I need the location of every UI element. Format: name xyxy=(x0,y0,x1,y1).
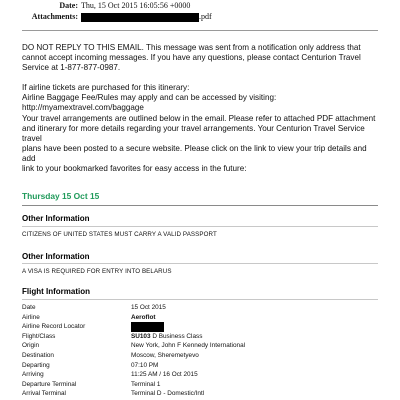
flight-row-departure-terminal xyxy=(22,380,378,390)
flight-value: Terminal D - Domestic/Intl xyxy=(131,390,205,398)
flight-row-date xyxy=(22,303,378,313)
flight-value: 11:25 AM / 16 Oct 2015 xyxy=(131,371,198,379)
date-row xyxy=(0,0,400,11)
attachment-file[interactable] xyxy=(81,11,212,22)
itinerary-line-2: and itinerary for more details regarding your travel arrangements. Your Centurion Travel Service travel xyxy=(22,124,365,143)
flight-row-flight-class xyxy=(22,332,378,342)
flight-row-arriving xyxy=(22,370,378,380)
flight-row-destination xyxy=(22,351,378,361)
email-header xyxy=(0,0,400,30)
date-label: Date: xyxy=(59,1,78,10)
flight-label: Destination xyxy=(22,352,54,359)
flight-label: Departure Terminal xyxy=(22,380,77,388)
header-divider xyxy=(22,30,378,31)
flight-value: Moscow, Sheremetyevo xyxy=(131,352,199,359)
visa-notice: A VISA IS REQUIRED FOR ENTRY INTO BELARUS xyxy=(22,268,172,275)
flight-value: 15 Oct 2015 xyxy=(131,304,166,311)
itinerary-line-1: Your travel arrangements are outlined below in the email. Please refer to attached PDF attachment xyxy=(22,114,376,123)
baggage-line-1: If airline tickets are purchased for this itinerary: xyxy=(22,83,190,92)
attachments-label: Attachments: xyxy=(31,12,78,21)
flight-value: Terminal 1 xyxy=(131,380,161,388)
date-divider xyxy=(22,205,378,206)
date-value: Thu, 15 Oct 2015 16:05:56 +0000 xyxy=(81,1,191,10)
flight-row-record-locator xyxy=(22,322,378,332)
notice-line-1: DO NOT REPLY TO THIS EMAIL. This message was sent from a notification only address that xyxy=(22,43,361,52)
no-reply-notice xyxy=(22,43,382,73)
flight-label: Flight/Class xyxy=(22,332,56,340)
flight-class: D Business Class xyxy=(152,332,203,340)
flight-label: Origin xyxy=(22,342,40,350)
notice-line-2: cannot accept incoming messages. If you have any questions, please contact Centurion Travel xyxy=(22,53,361,62)
flight-label: Departing xyxy=(22,361,50,369)
redacted-record-locator xyxy=(131,322,164,332)
flight-row-airline xyxy=(22,313,378,323)
flight-label: Arrival Terminal xyxy=(22,390,66,398)
flight-row-origin xyxy=(22,341,378,351)
attachments-row xyxy=(0,11,400,22)
section-title-other-info-1: Other Information xyxy=(22,214,90,223)
section-divider-1 xyxy=(22,226,378,227)
flight-value: 07:10 PM xyxy=(131,361,159,369)
flight-label: Arriving xyxy=(22,371,44,379)
flight-value xyxy=(131,332,202,342)
attachment-extension: .pdf xyxy=(199,12,212,21)
flight-row-departing xyxy=(22,361,378,371)
itinerary-line-3: plans have been posted to a secure website. Please click on the link to view your trip details and add xyxy=(22,144,367,163)
trip-date-heading: Thursday 15 Oct 15 xyxy=(22,191,100,201)
passport-notice: CITIZENS OF UNITED STATES MUST CARRY A VALID PASSPORT xyxy=(22,231,217,238)
baggage-line-2: Airline Baggage Fee/Rules may apply and can be accessed by visiting: xyxy=(22,93,277,102)
flight-label: Airline xyxy=(22,313,40,321)
section-divider-2 xyxy=(22,263,378,264)
redacted-attachment-name xyxy=(81,13,199,22)
baggage-link[interactable]: http://myamextravel.com/baggage xyxy=(22,103,144,112)
notice-line-3: Service at 1-877-877-0987. xyxy=(22,63,121,72)
flight-label: Airline Record Locator xyxy=(22,323,86,331)
flight-number: SU103 xyxy=(131,332,151,340)
flight-divider xyxy=(22,299,378,300)
itinerary-notice xyxy=(22,114,382,174)
flight-value: New York, John F Kennedy International xyxy=(131,342,246,350)
flight-label: Date xyxy=(22,304,36,311)
flight-row-arrival-terminal xyxy=(22,389,378,399)
baggage-notice xyxy=(22,83,382,113)
itinerary-line-4: link to your bookmarked favorites for easy access in the future: xyxy=(22,164,247,173)
flight-value: Aeroflot xyxy=(131,313,156,321)
section-title-other-info-2: Other Information xyxy=(22,252,90,261)
section-title-flight-info: Flight Information xyxy=(22,287,90,296)
